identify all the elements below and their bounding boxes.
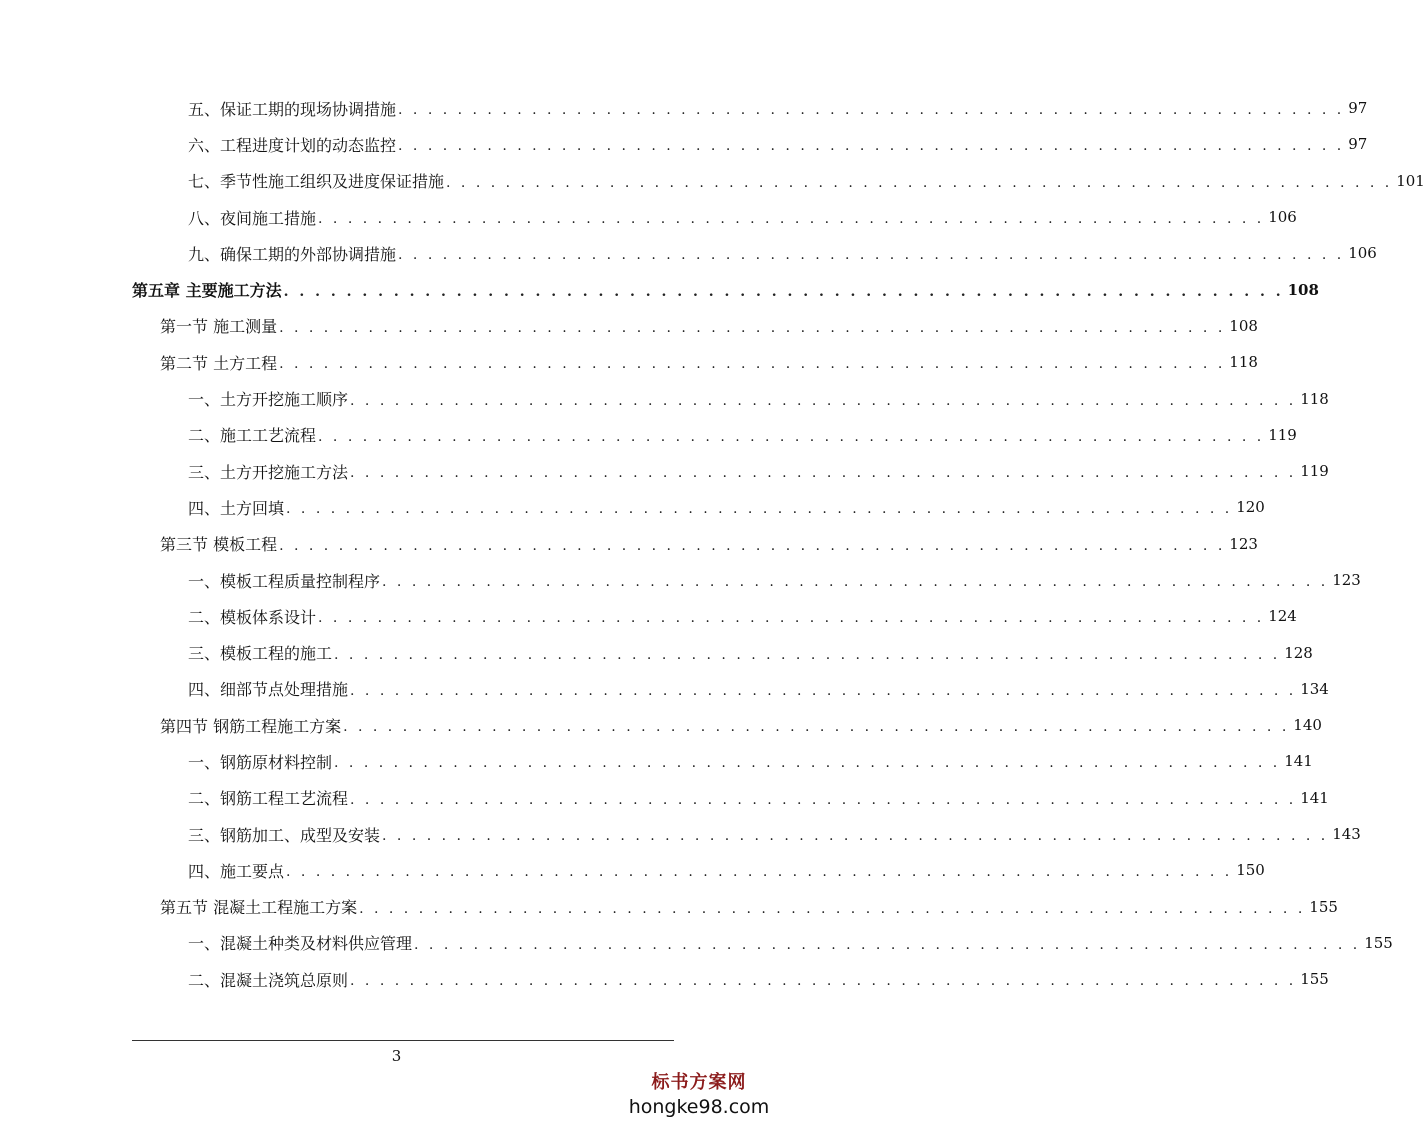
toc-entry-title: 一、模板工程质量控制程序 (188, 571, 381, 591)
toc-dot-leader: . . . . . . . . . . . . . . . . . . . . . . . . . . . . . . . . . . . . . . . . . . . . . . . . . . . . . . . . . . . . . . . . (398, 102, 1345, 119)
toc-dot-leader: . . . . . . . . . . . . . . . . . . . . . . . . . . . . . . . . . . . . . . . . . . . . . . . . . . . . . . . . . . . . . . . . (286, 501, 1233, 518)
toc-entry-page-number: 108 (1287, 280, 1319, 299)
toc-entry-item[interactable] (0, 852, 1265, 888)
toc-entry-page-number: 101 (1396, 171, 1425, 190)
toc-entry-chapter[interactable] (0, 271, 1319, 307)
toc-dot-leader: . . . . . . . . . . . . . . . . . . . . . . . . . . . . . . . . . . . . . . . . . . . . . . . . . . . . . . . . . . . . . . . . (279, 356, 1226, 373)
toc-dot-leader: . . . . . . . . . . . . . . . . . . . . . . . . . . . . . . . . . . . . . . . . . . . . . . . . . . . . . . . . . . . . . . . . (350, 392, 1297, 409)
toc-dot-leader: . . . . . . . . . . . . . . . . . . . . . . . . . . . . . . . . . . . . . . . . . . . . . . . . . . . . . . . . . . . . . . . . (398, 138, 1345, 155)
toc-entry-title: 四、土方回填 (188, 498, 285, 518)
toc-dot-leader: . . . . . . . . . . . . . . . . . . . . . . . . . . . . . . . . . . . . . . . . . . . . . . . . . . . . . . . . . . . . . . . . (279, 537, 1226, 554)
toc-entry-item[interactable] (0, 743, 1313, 779)
toc-dot-leader: . . . . . . . . . . . . . . . . . . . . . . . . . . . . . . . . . . . . . . . . . . . . . . . . . . . . . . . . . . . . . . . . (359, 900, 1306, 917)
toc-entry-page-number: 118 (1229, 353, 1258, 372)
toc-entry-item[interactable] (0, 417, 1297, 453)
toc-dot-leader: . . . . . . . . . . . . . . . . . . . . . . . . . . . . . . . . . . . . . . . . . . . . . . . . . . . . . . . . . . . . . . . . (334, 755, 1281, 772)
toc-entry-section[interactable] (0, 344, 1258, 380)
toc-entry-title: 第五节 混凝土工程施工方案 (160, 898, 358, 918)
toc-entry-title: 四、细部节点处理措施 (188, 680, 349, 700)
toc-entry-page-number: 123 (1332, 571, 1361, 589)
toc-entry-item[interactable] (0, 126, 1368, 162)
toc-entry-item[interactable] (0, 163, 1425, 199)
toc-entry-page-number: 134 (1300, 679, 1329, 698)
footer-divider (132, 1040, 674, 1041)
toc-entry-item[interactable] (0, 634, 1313, 670)
toc-entry-page-number: 140 (1293, 716, 1322, 735)
toc-entry-item[interactable] (0, 90, 1368, 126)
toc-entry-title: 八、夜间施工措施 (188, 208, 317, 228)
toc-dot-leader: . . . . . . . . . . . . . . . . . . . . . . . . . . . . . . . . . . . . . . . . . . . . . . . . . . . . . . . . . . . . . . . . (318, 610, 1265, 627)
toc-entry-page-number: 118 (1300, 389, 1329, 408)
toc-entry-page-number: 150 (1236, 861, 1265, 880)
site-watermark (619, 1068, 779, 1118)
toc-entry-title: 二、钢筋工程工艺流程 (188, 789, 349, 809)
toc-entry-item[interactable] (0, 816, 1361, 852)
toc-dot-leader: . . . . . . . . . . . . . . . . . . . . . . . . . . . . . . . . . . . . . . . . . . . . . . . . . . . . . . . . . . . . . . . . (279, 319, 1226, 336)
toc-entry-page-number: 141 (1300, 788, 1329, 807)
toc-entry-title: 第四节 钢筋工程施工方案 (160, 716, 342, 736)
toc-dot-leader: . . . . . . . . . . . . . . . . . . . . . . . . . . . . . . . . . . . . . . . . . . . . . . . . . . . . . . . . . . . . . . . . (286, 864, 1233, 881)
toc-entry-page-number: 155 (1309, 897, 1338, 916)
toc-entry-title: 第三节 模板工程 (160, 535, 278, 555)
toc-dot-leader: . . . . . . . . . . . . . . . . . . . . . . . . . . . . . . . . . . . . . . . . . . . . . . . . . . . . . . . . . . . . . . . . (350, 791, 1297, 808)
toc-entry-title: 一、钢筋原材料控制 (188, 752, 333, 772)
toc-entry-page-number: 155 (1364, 933, 1393, 952)
toc-dot-leader: . . . . . . . . . . . . . . . . . . . . . . . . . . . . . . . . . . . . . . . . . . . . . . . . . . . . . . . . . . . . . . . . (318, 428, 1265, 445)
toc-entry-page-number: 124 (1268, 607, 1297, 626)
watermark-url: hongke98.com (628, 1096, 770, 1118)
toc-entry-title: 一、混凝土种类及材料供应管理 (188, 934, 413, 954)
toc-entry-title: 三、钢筋加工、成型及安装 (188, 825, 381, 845)
toc-entry-title: 三、土方开挖施工方法 (188, 462, 349, 482)
toc-entry-title: 七、季节性施工组织及进度保证措施 (188, 172, 445, 192)
toc-dot-leader: . . . . . . . . . . . . . . . . . . . . . . . . . . . . . . . . . . . . . . . . . . . . . . . . . . . . . . . . . . . . . . . . (318, 211, 1265, 228)
toc-dot-leader: . . . . . . . . . . . . . . . . . . . . . . . . . . . . . . . . . . . . . . . . . . . . . . . . . . . . . . . . . . . . . . . . (283, 283, 1284, 300)
toc-entry-title: 第一节 施工测量 (160, 317, 278, 337)
toc-entry-title: 六、工程进度计划的动态监控 (188, 135, 397, 155)
toc-entry-section[interactable] (0, 707, 1322, 743)
toc-entry-title: 一、土方开挖施工顺序 (188, 390, 349, 410)
toc-entry-item[interactable] (0, 199, 1297, 235)
toc-dot-leader: . . . . . . . . . . . . . . . . . . . . . . . . . . . . . . . . . . . . . . . . . . . . . . . . . . . . . . . . . . . . . . . . (350, 682, 1297, 699)
watermark-name: 标书方案网 (651, 1072, 747, 1093)
toc-entry-item[interactable] (0, 925, 1393, 961)
table-of-contents (0, 90, 1425, 997)
toc-dot-leader: . . . . . . . . . . . . . . . . . . . . . . . . . . . . . . . . . . . . . . . . . . . . . . . . . . . . . . . . . . . . . . . . (334, 646, 1281, 663)
toc-entry-page-number: 155 (1300, 970, 1329, 989)
toc-entry-page-number: 128 (1284, 643, 1313, 662)
toc-dot-leader: . . . . . . . . . . . . . . . . . . . . . . . . . . . . . . . . . . . . . . . . . . . . . . . . . . . . . . . . . . . . . . . . (398, 247, 1345, 264)
toc-entry-page-number: 119 (1268, 425, 1297, 444)
toc-entry-title: 第二节 土方工程 (160, 353, 278, 373)
toc-entry-item[interactable] (0, 235, 1377, 271)
toc-entry-item[interactable] (0, 598, 1297, 634)
toc-entry-title: 二、施工工艺流程 (188, 426, 317, 446)
toc-dot-leader: . . . . . . . . . . . . . . . . . . . . . . . . . . . . . . . . . . . . . . . . . . . . . . . . . . . . . . . . . . . . . . . . (382, 574, 1329, 590)
toc-dot-leader: . . . . . . . . . . . . . . . . . . . . . . . . . . . . . . . . . . . . . . . . . . . . . . . . . . . . . . . . . . . . . . . . (446, 174, 1393, 191)
toc-entry-page-number: 143 (1332, 825, 1361, 844)
toc-entry-page-number: 141 (1284, 752, 1313, 771)
toc-entry-item[interactable] (0, 562, 1361, 598)
toc-entry-page-number: 97 (1348, 99, 1368, 118)
toc-entry-item[interactable] (0, 961, 1329, 997)
toc-entry-page-number: 106 (1348, 244, 1377, 263)
toc-entry-title: 九、确保工期的外部协调措施 (188, 244, 397, 264)
toc-entry-item[interactable] (0, 780, 1329, 816)
toc-entry-item[interactable] (0, 671, 1329, 707)
toc-entry-title: 三、模板工程的施工 (188, 644, 333, 664)
toc-entry-page-number: 120 (1236, 498, 1265, 517)
toc-entry-page-number: 97 (1348, 135, 1368, 154)
toc-dot-leader: . . . . . . . . . . . . . . . . . . . . . . . . . . . . . . . . . . . . . . . . . . . . . . . . . . . . . . . . . . . . . . . . (343, 719, 1290, 736)
toc-entry-item[interactable] (0, 453, 1329, 489)
toc-entry-item[interactable] (0, 489, 1265, 525)
toc-entry-title: 二、模板体系设计 (188, 607, 317, 627)
toc-entry-title: 五、保证工期的现场协调措施 (188, 99, 397, 119)
toc-entry-item[interactable] (0, 380, 1329, 416)
toc-dot-leader: . . . . . . . . . . . . . . . . . . . . . . . . . . . . . . . . . . . . . . . . . . . . . . . . . . . . . . . . . . . . . . . . (350, 465, 1297, 482)
toc-entry-page-number: 108 (1229, 316, 1258, 335)
page-number: 3 (391, 1047, 402, 1065)
toc-dot-leader: . . . . . . . . . . . . . . . . . . . . . . . . . . . . . . . . . . . . . . . . . . . . . . . . . . . . . . . . . . . . . . . . (350, 973, 1297, 990)
toc-entry-section[interactable] (0, 308, 1258, 344)
toc-dot-leader: . . . . . . . . . . . . . . . . . . . . . . . . . . . . . . . . . . . . . . . . . . . . . . . . . . . . . . . . . . . . . . . . (414, 936, 1361, 953)
toc-entry-title: 第五章 主要施工方法 (132, 281, 282, 301)
toc-entry-section[interactable] (0, 526, 1258, 562)
toc-entry-title: 二、混凝土浇筑总原则 (188, 970, 349, 990)
toc-entry-section[interactable] (0, 889, 1338, 925)
toc-entry-page-number: 123 (1229, 534, 1258, 553)
toc-entry-page-number: 106 (1268, 208, 1297, 227)
toc-entry-page-number: 119 (1300, 462, 1329, 481)
toc-dot-leader: . . . . . . . . . . . . . . . . . . . . . . . . . . . . . . . . . . . . . . . . . . . . . . . . . . . . . . . . . . . . . . . . (382, 828, 1329, 845)
toc-entry-title: 四、施工要点 (188, 861, 285, 881)
